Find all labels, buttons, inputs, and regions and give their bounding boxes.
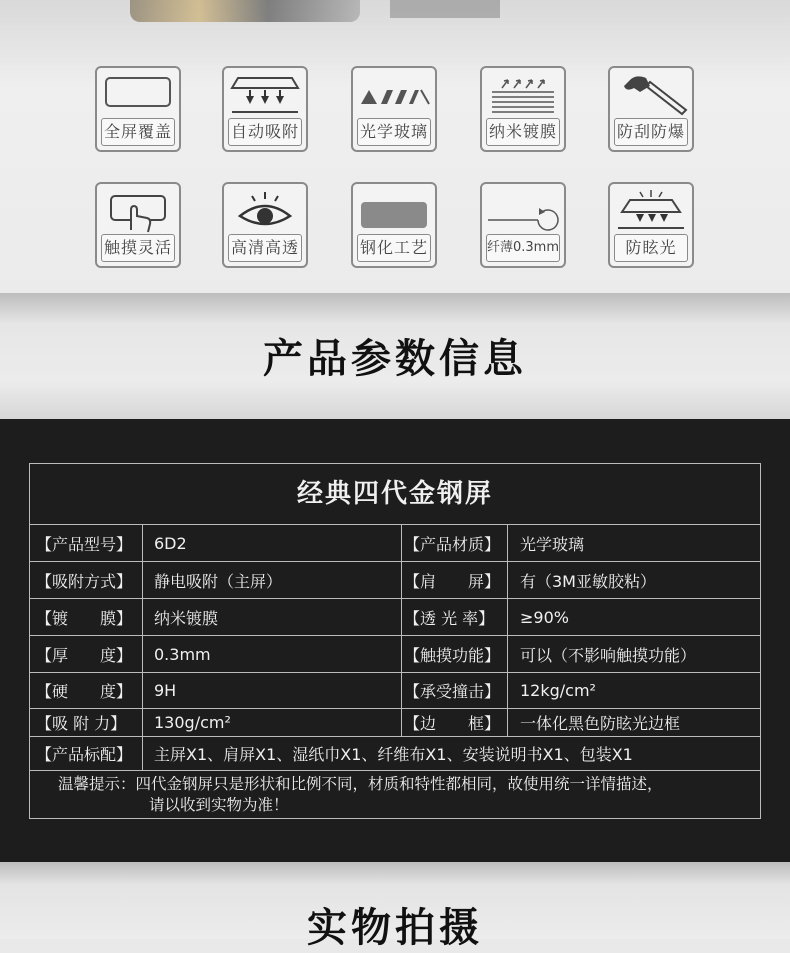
notice-line-2: 请以收到实物为准！ <box>149 796 289 814</box>
spec-key: 【硬 度】 <box>36 682 133 701</box>
tempered-icon <box>353 188 435 234</box>
spec-key: 【产品材质】 <box>404 534 501 554</box>
feature-tile <box>351 66 437 152</box>
spec-table <box>29 463 761 819</box>
optical-glass-icon <box>353 72 435 118</box>
spec-key: 【边 框】 <box>404 714 501 733</box>
thin-icon <box>482 188 564 234</box>
feature-tile <box>222 182 308 268</box>
spec-value: 0.3mm <box>154 644 211 664</box>
feature-label: 纳米镀膜 <box>486 118 560 146</box>
spec-value: 静电吸附（主屏） <box>154 571 283 591</box>
feature-tile <box>95 182 181 268</box>
spec-key: 【镀 膜】 <box>36 608 133 628</box>
spec-key: 【产品型号】 <box>36 534 133 554</box>
feature-label: 全屏覆盖 <box>101 118 175 146</box>
spec-key: 【触摸功能】 <box>404 645 501 665</box>
spec-value: 130g/cm² <box>154 713 231 732</box>
full-cover-icon <box>97 72 179 118</box>
table-row <box>30 599 760 636</box>
feature-tile <box>351 182 437 268</box>
feature-label: 自动吸附 <box>228 118 302 146</box>
nano-coating-icon <box>482 72 564 118</box>
spec-value: ≥90% <box>520 607 569 627</box>
spec-table-title: 经典四代金钢屏 <box>30 464 760 525</box>
feature-tile <box>608 66 694 152</box>
spec-value: 9H <box>154 681 177 700</box>
table-row <box>30 737 760 771</box>
section-title: 产品参数信息 <box>263 336 527 382</box>
eye-icon <box>224 188 306 234</box>
features-area <box>0 0 790 293</box>
feature-tile <box>608 182 694 268</box>
spec-value: 光学玻璃 <box>520 534 585 554</box>
feature-label: 高清高透 <box>228 234 302 262</box>
spec-value: 一体化黑色防眩光边框 <box>520 714 681 733</box>
spec-key: 【产品标配】 <box>36 745 133 764</box>
feature-label: 防刮防爆 <box>614 118 688 146</box>
feature-tile <box>222 66 308 152</box>
spec-key: 【肩 屏】 <box>404 571 501 591</box>
feature-label: 钢化工艺 <box>357 234 431 262</box>
table-row <box>30 525 760 562</box>
auto-adsorb-icon <box>224 72 306 118</box>
hammer-icon <box>610 72 692 118</box>
feature-label: 防眩光 <box>614 234 688 262</box>
product-image-strip-2 <box>390 0 500 18</box>
feature-tile <box>480 66 566 152</box>
anti-glare-icon <box>610 188 692 234</box>
table-row <box>30 673 760 709</box>
notice-line-1: 温馨提示：四代金钢屏只是形状和比例不同，材质和特性都相同，故使用统一详情描述， <box>58 775 663 793</box>
photo-section-title: 实物拍摄 <box>307 905 483 951</box>
table-row <box>30 562 760 599</box>
table-row <box>30 709 760 737</box>
feature-label: 触摸灵活 <box>101 234 175 262</box>
spec-key: 【吸 附 力】 <box>36 714 127 733</box>
notice <box>30 770 760 818</box>
feature-label: 纤薄0.3mm <box>486 234 560 262</box>
feature-tile <box>480 182 566 268</box>
spec-value: 有（3M亚敏胶粘） <box>520 571 656 591</box>
touch-icon <box>97 188 179 234</box>
spec-key: 【透 光 率】 <box>404 608 495 628</box>
product-image-strip <box>130 0 360 22</box>
spec-key: 【厚 度】 <box>36 645 133 665</box>
spec-value: 12kg/cm² <box>520 681 596 700</box>
feature-label: 光学玻璃 <box>357 118 431 146</box>
table-row <box>30 636 760 673</box>
spec-key: 【吸附方式】 <box>36 571 133 591</box>
spec-value: 可以（不影响触摸功能） <box>520 645 697 665</box>
spec-key: 【承受撞击】 <box>404 682 501 701</box>
spec-value: 纳米镀膜 <box>154 608 219 628</box>
spec-value: 6D2 <box>154 533 187 553</box>
spec-value: 主屏X1、肩屏X1、湿纸巾X1、纤维布X1、安装说明书X1、包装X1 <box>154 745 633 764</box>
feature-tile <box>95 66 181 152</box>
